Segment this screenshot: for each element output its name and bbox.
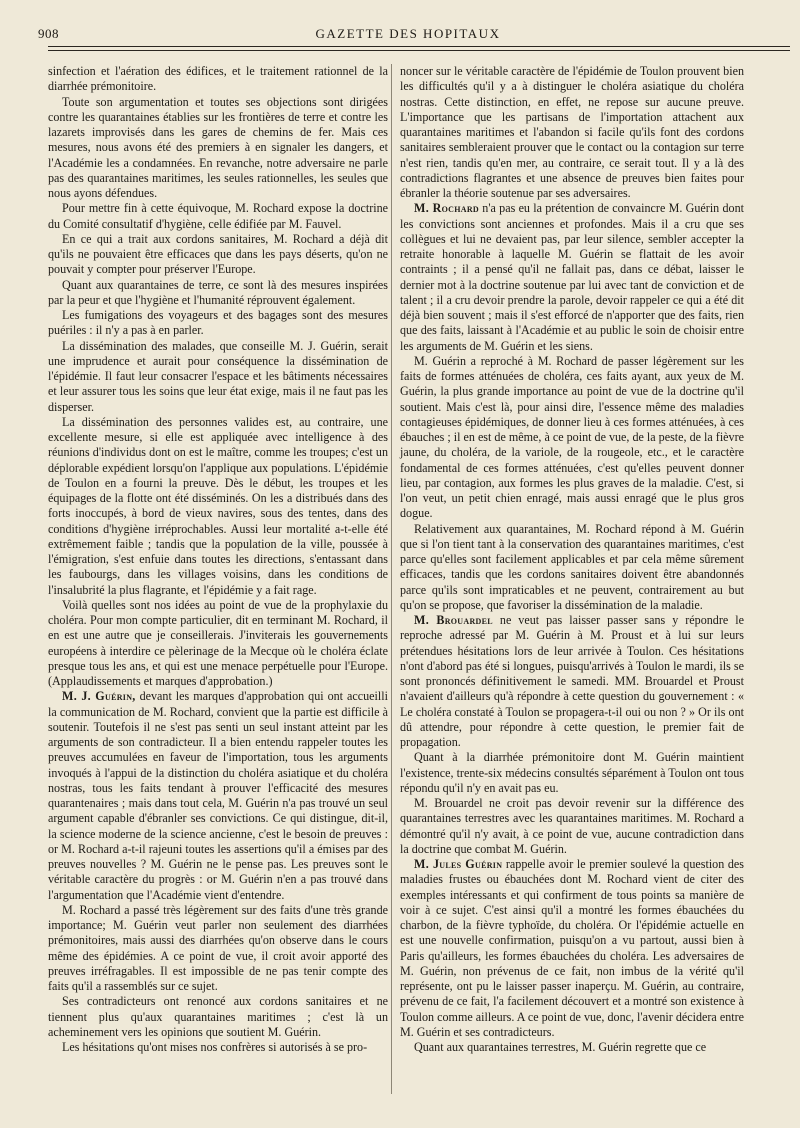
paragraph-text: En ce qui a trait aux cordons sanitaires, M. Rochard a déjà dit qu'ils ne pouvaient être efficaces que dans les pays déserts, qu'on ne pouvait y compter pour préserver l'Europe. — [48, 231, 388, 277]
paragraph — [48, 903, 388, 995]
speaker-name: M. Jules Guérin — [414, 857, 503, 871]
header-rule-thick — [48, 46, 790, 47]
paragraph-text: Relativement aux quarantaines, M. Rochard répond à M. Guérin que si l'on tient tant à la conservation des quarantaines maritimes, c'est parce qu'elles sont facilement applicables et par cela même sûrement efficaces, tandis que les cordons sanitaires doivent être abandonnés parce qu'ils sont impraticables et ne peuvent, contrairement au but qu'on se propose, que favoriser la dissémination de la maladie. — [400, 521, 744, 612]
paragraph-text: Quant à la diarrhée prémonitoire dont M. Guérin maintient l'existence, trente-six médecins consultés séparément à Toulon ont tous répondu qu'il n'y en avait pas eu. — [400, 750, 745, 795]
page-header — [30, 26, 786, 46]
paragraph — [48, 95, 388, 202]
paragraph — [48, 415, 388, 598]
paragraph — [400, 613, 744, 750]
paragraph-text: Quant aux quarantaines terrestres, M. Guérin regrette que ce — [414, 1040, 707, 1054]
continued-paragraph — [48, 64, 388, 95]
paragraph — [400, 857, 744, 1040]
speaker-name: M. Rochard — [414, 201, 480, 216]
paragraph-text: devant les marques d'approbation qui ont accueilli la communication de M. Rochard, convient que la partie est difficile à soutenir. Toutefois il ne s'est pas senti un seul instant atteint par les arguments de son contradicteur. Il a bien entendu rappeler toutes les preuves accumulées en faveur de l'importation, tous les arguments invoqués à l'appui de la distinction du choléra asiatique et du choléra nostras, tous les faits tendant à prouver l'efficacité des mesures quarantenaires ; mais dans tout cela, M. Guérin n'a pas trouvé un seul argument capable d'ébranler ses convictions. Ce qui distingue, dit-il, la science moderne de la science ancienne, c'est le besoin de preuves : or M. Rochard a-t-il rajeuni toutes les assertions qu'il a émises par des preuves nouvelles ? M. Guérin ne le pense pas. Les preuves sont le véritable caractère du progrès : or M. Guérin n'en a pas trouvé dans l'argumentation que l'Académie vient d'entendre. — [48, 689, 388, 902]
paragraph — [400, 522, 744, 614]
paragraph-text: Toute son argumentation et toutes ses objections sont dirigées contre les quarantaines établies sur les frontières de terre et contre les lazarets improvisés dans les gares de chemins de fer. Mais ces mesures, nous avons été des premiers à en signaler les dangers, et l'Académie les a condamnées. En revanche, notre adversaire ne parle pas des quarantaines maritimes, les seules rationnelles, les seules que nous ayons défendues. — [48, 94, 388, 200]
paragraph-text: n'a pas eu la prétention de convaincre M. Guérin dont les convictions sont anciennes et profondes. Mais il a cru que ses collègues et lui ne devaient pas, par leur silence, sembler accepter la retraite honorable à laquelle M. Guérin se flattait de les avoir contraints ; il a pensé qu'il ne fallait pas, dans ce débat, laisser le dernier mot à la doctrine soutenue par lui avec tant de conviction et de talent ; il a cru devoir prendre la parole, devoir rappeler ce qui a été dit déjà bien souvent ; mais il s'est efforcé de n'apporter que des faits, rien que des faits, laissant à l'Académie et au public le soin de choisir entre les arguments de M. Guérin et les siens. — [400, 201, 745, 353]
paragraph — [48, 994, 388, 1040]
paragraph-text: La dissémination des malades, que conseille M. J. Guérin, serait une imprudence et aurait pour conséquence la dissémination de l'épidémie. Il faut leur consacrer l'espace et les bâtiments nécessaires et leur assurer tous les soins que leur état exige, mais il ne faut pas les disperser. — [48, 338, 388, 414]
paragraph — [48, 689, 388, 903]
paragraph — [48, 232, 388, 278]
paragraph-text: Ses contradicteurs ont renoncé aux cordons sanitaires et ne tiennent plus qu'aux quarantaines maritimes ; c'est là un acheminement vers les opinions que soutient M. Guérin. — [48, 994, 388, 1039]
paragraph — [48, 201, 388, 232]
paragraph-text: Voilà quelles sont nos idées au point de vue de la prophylaxie du choléra. Pour mon compte particulier, dit en terminant M. Rochard, il en est une autre que je conseillerais. J'inviterais les gouvernements européens à interdire ce pèlerinage de la Mecque où le choléra éclate presque tous les ans, et qui est une menace perpétuelle pour l'Europe. (Applaudissements et marques d'approbation.) — [48, 597, 388, 688]
paragraph — [400, 750, 744, 796]
paragraph-text: Pour mettre fin à cette équivoque, M. Rochard expose la doctrine du Comité consultatif d'hygiène, celle édifiée par M. Fauvel. — [48, 201, 388, 231]
right-column — [400, 64, 744, 1055]
column-divider — [391, 64, 392, 1094]
paragraph-text: ne veut pas laisser passer sans y répondre le reproche adressé par M. Guérin à M. Proust et à lui sur leurs prétendues hésitations lors de leur arrivée à Toulon. Ces hésitations n'ont d'abord pas été si longues, puisqu'arrivés à Toulon le mardi, ils se sont prononcés définitivement le samedi. MM. Brouardel et Proust n'avaient d'ailleurs qu'à répondre à cette question du gouvernement : « Le choléra constaté à Toulon se propagera-t-il oui ou non ? » Or ils ont dû attendre, pour répondre à cette question, le premier fait de propagation. — [400, 613, 744, 749]
paragraph — [400, 354, 744, 522]
paragraph — [400, 796, 744, 857]
continued-paragraph — [400, 64, 744, 201]
paragraph-text: M. Rochard a passé très légèrement sur des faits d'une très grande importance; M. Guérin veut parler non seulement des diarrhées prémonitoires, mais aussi des diarrhées qu'on observe dans le cours même des épidémies. A ce point de vue, il croit avoir apporté des preuves irréfragables. Il est impossible de ne pas tenir compte des faits qu'il a rassemblés sur ce sujet. — [48, 902, 388, 993]
paragraph-text: rappelle avoir le premier soulevé la question des maladies frustes ou ébauchées dont M. Rochard vient de citer des exemples intéressants et qui confirment de tous points sa manière de voir à ce sujet. C'est ainsi qu'il a montré les formes ébauchées du charbon, de la fièvre typhoïde, du choléra. Or l'épidémie actuelle en est une nouvelle confirmation, puisqu'on a vu partout, aussi bien à Paris qu'ailleurs, les formes ébauchées du choléra. Les adversaires de M. Guérin, non prévenus de ce fait, non imbus de la vérité qu'il représente, ont pu le laisser passer inaperçu. M. Guérin, au contraire, prévenu de ce fait, l'a facilement découvert et a montré son existence à Toulon comme ailleurs. A ce point de vue, donc, l'avenir décidera entre M. Guérin et ses contradicteurs. — [400, 857, 744, 1039]
paragraph — [48, 339, 388, 415]
paragraph — [48, 308, 388, 339]
paragraph-text: sinfection et l'aération des édifices, et le traitement rationnel de la diarrhée prémonitoire. — [48, 64, 388, 94]
header-rule-thin — [48, 50, 790, 51]
paragraph — [400, 1040, 744, 1055]
paragraph-text: Les hésitations qu'ont mises nos confrères si autorisés à se pro- — [62, 1040, 368, 1054]
paragraph-text: Les fumigations des voyageurs et des bagages sont des mesures puériles : il n'y a pas à en parler. — [48, 308, 388, 338]
paragraph-text: M. Brouardel ne croit pas devoir revenir sur la différence des quarantaines terrestres avec les quarantaines maritimes. M. Rochard a démontré qu'il n'y avait, à ce point de vue, aucune contradiction dans la doctrine que combat M. Guérin. — [400, 796, 744, 856]
paragraph — [400, 201, 744, 354]
paragraph-text: noncer sur le véritable caractère de l'épidémie de Toulon prouvent bien les difficultés qu'il y a à distinguer le choléra asiatique du choléra nostras. Cette distinction, en effet, ne repose sur aucune preuve. L'importance que les partisans de l'importation attachent aux quarantaines maritimes et l'abandon si facile qu'ils font des cordons sanitaires sembleraient prouver que le contact ou la contagion sur terre n'est rien, tandis qu'en mer, au contraire, ce serait tout. Il y a là des contradictions flagrantes et une absence de preuves bien faites pour ébranler la théorie soutenue par ses adversaires. — [400, 64, 744, 200]
speaker-name: M. J. Guérin, — [62, 689, 136, 704]
paragraph — [48, 1040, 388, 1055]
paragraph-text: La dissémination des personnes valides est, au contraire, une excellente mesure, si elle est appliquée avec intelligence à des réunions d'individus dont on est le maître, comme les troupes; c'est un déplorable expédient lorsqu'on l'applique aux populations. L'épidémie de Toulon en a fourni la preuve. Dès le début, les troupes et les équipages de la flotte ont été disséminés. On les a distribués dans des forts inoccupés, à bord de vieux navires, sous des tentes, dans des conditions d'hygiène irréprochables. Aussi leur mortalité a-t-elle été extrêmement faible ; tandis que la population de la ville, poussée à l'émigration, s'est enfuie dans toutes les directions, s'entassant dans les faubourgs, dans les villages voisins, dans les conditions de l'insalubrité la plus flagrante, et l'épidémie y a fait rage. — [48, 414, 388, 597]
page-number: 908 — [38, 26, 59, 41]
paragraph — [48, 598, 388, 690]
running-title: GAZETTE DES HOPITAUX — [315, 26, 501, 41]
paragraph-text: M. Guérin a reproché à M. Rochard de passer légèrement sur les faits de formes atténuées de choléra, ces faits ayant, aux yeux de M. Guérin, la plus grande importance au point de vue de la doctrine qu'il soutient. Mais c'est là, pour ainsi dire, l'essence même des maladies contagieuses épidémiques, de donner lieu à ces formes atténuées, à ces ébauches ; il en est de même, à ce point de vue, de la peste, de la fièvre jaune, du choléra, de la variole, de la rougeole, etc., et le caractère fondamental de ces formes atténuées, c'est qu'elles peuvent donner lieu, par contagion, aux formes les plus graves de la maladie. C'est, si l'on veut, un petit chien enragé, mais aussi enragé que le plus gros dogue. — [400, 353, 744, 521]
speaker-name: M. Brouardel — [414, 613, 493, 627]
left-column — [48, 64, 388, 1055]
paragraph-text: Quant aux quarantaines de terre, ce sont là des mesures inspirées par la peur et que l'hygiène et l'humanité réprouvent également. — [48, 277, 388, 307]
paragraph — [48, 278, 388, 309]
